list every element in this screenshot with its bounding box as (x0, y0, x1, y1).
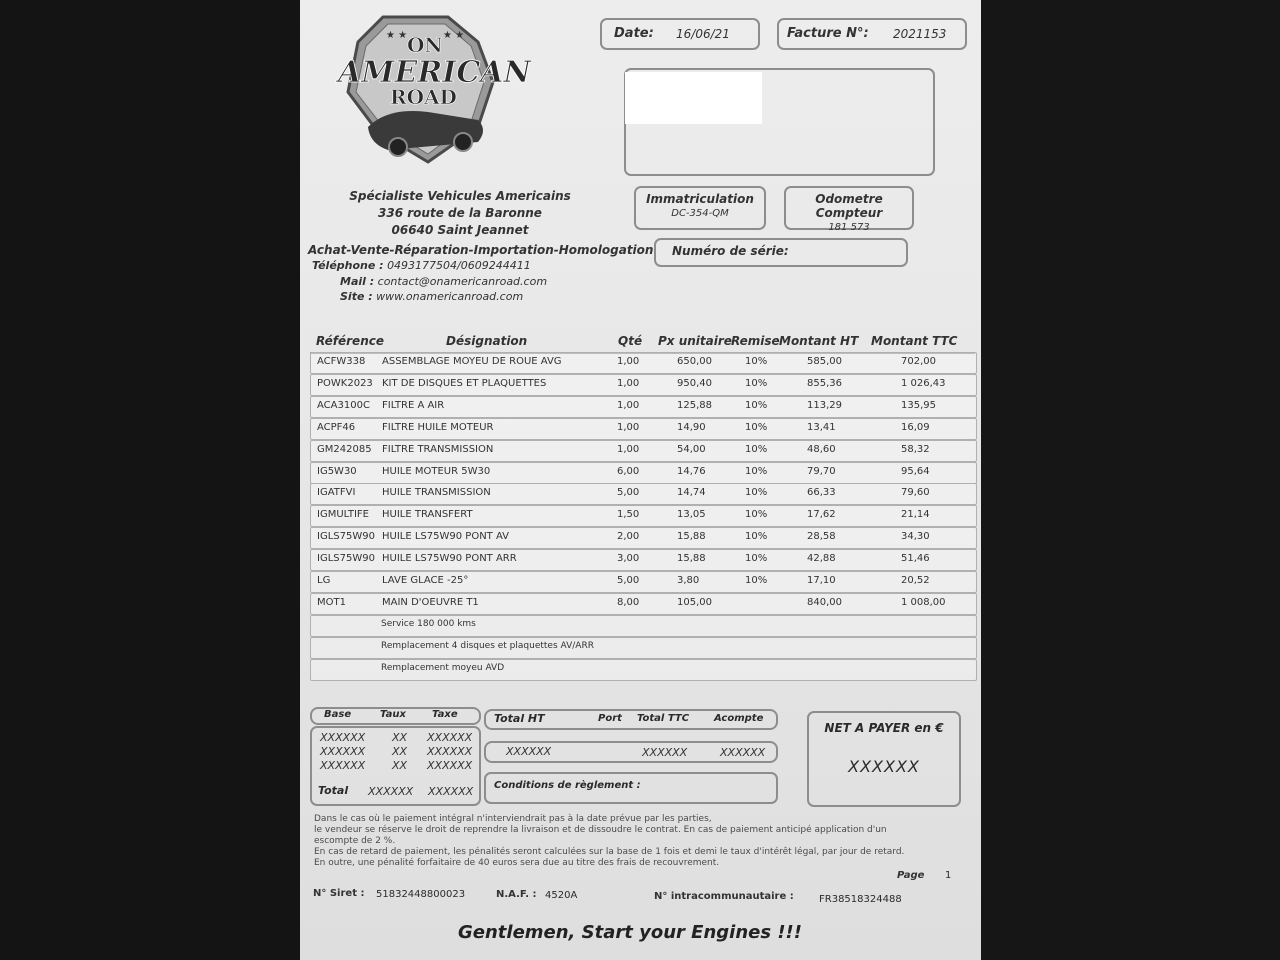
header-unit-price: Px unitaire (658, 334, 732, 348)
invoice-value: 2021153 (893, 27, 947, 41)
table-row (310, 593, 977, 615)
port-label: Port (598, 713, 622, 724)
mail-label: Mail : (340, 275, 375, 288)
net-to-pay-box (807, 711, 961, 807)
table-row (310, 462, 977, 484)
row-discount: 10% (745, 421, 768, 433)
invoice-document (300, 0, 981, 960)
tax-rate-label: Taux (380, 709, 406, 720)
table-row (310, 418, 977, 440)
row-unit-price: 54,00 (677, 443, 706, 455)
intracom-label: N° intracommunautaire : (654, 891, 794, 902)
logo-text-road: ROAD (390, 85, 457, 109)
table-row (310, 505, 977, 527)
note-text: Remplacement 4 disques et plaquettes AV/ARR (381, 641, 594, 651)
mail-line (340, 275, 547, 288)
tax-rate-2: XX (392, 745, 408, 758)
tax-base-label: Base (324, 709, 352, 720)
total-ht-value: XXXXXX (506, 745, 552, 758)
immatriculation-box (634, 186, 766, 230)
tax-details-box (310, 726, 481, 806)
odometer-box (784, 186, 914, 233)
row-unit-price: 125,88 (677, 399, 712, 411)
row-designation: MAIN D'OEUVRE T1 (382, 596, 479, 608)
redacted-customer-name (625, 72, 762, 124)
payment-conditions-label: Conditions de règlement : (494, 780, 641, 791)
row-unit-price: 14,76 (677, 465, 706, 477)
row-unit-price: 14,74 (677, 487, 706, 499)
row-designation: ASSEMBLAGE MOYEU DE ROUE AVG (382, 356, 562, 367)
total-ttc-label: Total TTC (637, 713, 690, 724)
row-discount: 10% (745, 465, 768, 477)
company-name: Spécialiste Vehicules Americains (349, 189, 571, 203)
row-reference: MOT1 (317, 596, 346, 608)
row-reference: POWK2023 (317, 377, 373, 389)
row-designation: LAVE GLACE -25° (382, 575, 469, 586)
row-quantity: 1,00 (617, 377, 640, 389)
row-total-ttc: 1 008,00 (901, 596, 946, 608)
row-quantity: 5,00 (617, 487, 640, 499)
row-total-ttc: 34,30 (901, 531, 930, 543)
row-discount: 10% (745, 377, 768, 389)
row-reference: ACFW338 (317, 356, 366, 367)
table-row (310, 352, 977, 374)
row-total-ht: 13,41 (807, 421, 836, 433)
row-unit-price: 15,88 (677, 553, 706, 565)
row-designation: HUILE LS75W90 PONT ARR (382, 553, 517, 565)
tax-base-3: XXXXXX (320, 759, 366, 772)
phone-line (312, 259, 531, 272)
header-designation: Désignation (446, 334, 528, 348)
row-reference: LG (317, 575, 331, 586)
header-total-ttc: Montant TTC (871, 334, 958, 348)
row-discount: 10% (745, 443, 768, 455)
note-text: Remplacement moyeu AVD (381, 663, 505, 673)
table-row (310, 527, 977, 549)
row-total-ttc: 51,46 (901, 553, 930, 565)
tax-amount-2: XXXXXX (427, 745, 473, 758)
row-quantity: 1,00 (617, 443, 640, 455)
row-total-ht: 113,29 (807, 399, 842, 411)
row-reference: ACPF46 (317, 421, 356, 433)
tax-amount-3: XXXXXX (427, 759, 473, 772)
acompte-label: Acompte (714, 713, 764, 724)
payment-conditions-box (484, 772, 778, 804)
row-total-ttc: 79,60 (901, 487, 930, 499)
company-address-line1: 336 route de la Baronne (378, 206, 542, 220)
site-label: Site : (340, 290, 373, 303)
tax-header-box (310, 707, 481, 725)
footer-slogan: Gentlemen, Start your Engines !!! (458, 922, 802, 943)
row-total-ht: 48,60 (807, 443, 836, 455)
site-line (340, 290, 523, 303)
page-label: Page (897, 870, 925, 881)
siret-value: 51832448800023 (376, 889, 466, 900)
phone-value: 0493177504/0609244411 (387, 259, 531, 272)
row-unit-price: 3,80 (677, 575, 700, 586)
row-total-ttc: 58,32 (901, 443, 930, 455)
table-row (310, 374, 977, 396)
header-quantity: Qté (618, 334, 643, 348)
row-quantity: 1,00 (617, 421, 640, 433)
row-total-ht: 17,62 (807, 509, 836, 521)
tax-base-1: XXXXXX (320, 731, 366, 744)
row-unit-price: 15,88 (677, 531, 706, 543)
mail-value: contact@onamericanroad.com (377, 275, 548, 288)
row-reference: IGMULTIFE (317, 509, 369, 521)
row-total-ttc: 702,00 (901, 356, 936, 367)
tax-base-2: XXXXXX (320, 745, 366, 758)
tax-amount-label: Taxe (432, 709, 458, 720)
row-total-ttc: 16,09 (901, 421, 930, 433)
row-designation: FILTRE TRANSMISSION (382, 443, 494, 455)
note-row (310, 615, 977, 637)
serial-number-label: Numéro de série: (672, 244, 789, 258)
table-row (310, 396, 977, 418)
note-row (310, 659, 977, 681)
intracom-value: FR38518324488 (819, 894, 902, 905)
table-row (310, 483, 977, 505)
header-discount: Remise (731, 334, 780, 348)
row-reference: IG5W30 (317, 465, 357, 477)
row-discount: 10% (745, 399, 768, 411)
row-designation: FILTRE HUILE MOTEUR (382, 421, 494, 433)
net-to-pay-value: XXXXXX (848, 757, 920, 776)
note-text: Service 180 000 kms (381, 619, 476, 629)
table-row (310, 440, 977, 462)
page-number: 1 (945, 870, 952, 881)
tax-rate-1: XX (392, 731, 408, 744)
row-quantity: 2,00 (617, 531, 640, 543)
immatriculation-label: Immatriculation (646, 192, 754, 206)
invoice-number-box (777, 18, 967, 50)
date-label: Date: (614, 26, 654, 41)
row-designation: FILTRE A AIR (382, 399, 445, 411)
header-total-ht: Montant HT (779, 334, 859, 348)
row-quantity: 6,00 (617, 465, 640, 477)
naf-label: N.A.F. : (496, 889, 537, 900)
tax-total-base: XXXXXX (368, 785, 414, 798)
row-discount: 10% (745, 575, 768, 586)
legal-line-4: En outre, une pénalité forfaitaire de 40 euros sera due au titre des frais de recouvrement. (314, 858, 720, 868)
row-unit-price: 14,90 (677, 421, 706, 433)
row-total-ttc: 135,95 (901, 399, 936, 411)
row-total-ttc: 95,64 (901, 465, 930, 477)
row-reference: IGATFVI (317, 487, 356, 499)
row-discount: 10% (745, 553, 768, 565)
table-row (310, 571, 977, 593)
row-designation: HUILE TRANSMISSION (382, 487, 491, 499)
row-designation: HUILE MOTEUR 5W30 (382, 465, 491, 477)
naf-value: 4520A (545, 890, 578, 901)
left-background (0, 0, 300, 960)
acompte-value: XXXXXX (720, 746, 766, 759)
row-total-ht: 585,00 (807, 356, 842, 367)
row-total-ht: 840,00 (807, 596, 842, 608)
company-tagline: Achat-Vente-Réparation-Importation-Homologation (308, 243, 654, 257)
row-total-ht: 66,33 (807, 487, 836, 499)
row-reference: GM242085 (317, 443, 372, 455)
totals-values-box (484, 741, 778, 763)
row-total-ht: 28,58 (807, 531, 836, 543)
totals-header-box (484, 709, 778, 730)
row-quantity: 5,00 (617, 575, 640, 586)
row-discount: 10% (745, 356, 768, 367)
row-unit-price: 650,00 (677, 356, 712, 367)
odometer-value: 181 573 (828, 222, 870, 233)
tax-amount-1: XXXXXX (427, 731, 473, 744)
immatriculation-value: DC-354-QM (671, 208, 729, 219)
row-discount: 10% (745, 509, 768, 521)
row-designation: KIT DE DISQUES ET PLAQUETTES (382, 377, 547, 389)
legal-line-3: En cas de retard de paiement, les pénalités seront calculées sur la base de 1 fois et demi le taux d'intérêt légal, par jour de retard. (314, 847, 905, 857)
row-total-ttc: 20,52 (901, 575, 930, 586)
phone-label: Téléphone : (312, 259, 384, 272)
row-reference: ACA3100C (317, 399, 370, 411)
row-unit-price: 950,40 (677, 377, 712, 389)
logo-text-american: AMERICAN (338, 55, 531, 90)
svg-text:★ ★: ★ ★ (386, 30, 408, 41)
row-quantity: 1,00 (617, 356, 640, 367)
right-background (981, 0, 1280, 960)
row-designation: HUILE LS75W90 PONT AV (382, 531, 510, 543)
row-total-ttc: 1 026,43 (901, 377, 946, 389)
row-quantity: 1,50 (617, 509, 640, 521)
row-total-ht: 79,70 (807, 465, 836, 477)
legal-terms (314, 814, 914, 869)
row-reference: IGLS75W90 (317, 553, 375, 565)
siret-label: N° Siret : (313, 888, 365, 899)
row-discount: 10% (745, 487, 768, 499)
svg-text:★ ★: ★ ★ (443, 30, 465, 41)
site-value: www.onamericanroad.com (376, 290, 524, 303)
total-ttc-value: XXXXXX (642, 746, 688, 759)
row-total-ttc: 21,14 (901, 509, 930, 521)
row-designation: HUILE TRANSFERT (382, 509, 473, 521)
row-discount: 10% (745, 531, 768, 543)
tax-total-label: Total (318, 784, 349, 797)
header-reference: Référence (316, 334, 384, 348)
row-reference: IGLS75W90 (317, 531, 375, 543)
items-table-header (310, 332, 975, 354)
row-quantity: 8,00 (617, 596, 640, 608)
legal-line-1: Dans le cas où le paiement intégral n'interviendrait pas à la date prévue par les parties, (314, 814, 712, 824)
net-to-pay-label: NET A PAYER en € (824, 721, 944, 735)
row-total-ht: 42,88 (807, 553, 836, 565)
tax-rate-3: XX (392, 759, 408, 772)
row-unit-price: 13,05 (677, 509, 706, 521)
company-address-line2: 06640 Saint Jeannet (391, 223, 529, 237)
tax-total-amount: XXXXXX (428, 785, 474, 798)
table-row (310, 549, 977, 571)
row-unit-price: 105,00 (677, 596, 712, 608)
row-quantity: 3,00 (617, 553, 640, 565)
row-quantity: 1,00 (617, 399, 640, 411)
note-row (310, 637, 977, 659)
date-box (600, 18, 760, 50)
odometer-label: Odometre Compteur (815, 192, 883, 220)
row-total-ht: 17,10 (807, 575, 836, 586)
logo-text-on: ON (407, 33, 443, 57)
invoice-label: Facture N°: (787, 26, 869, 41)
date-value: 16/06/21 (676, 27, 730, 41)
serial-number-box (654, 238, 908, 267)
total-ht-label: Total HT (494, 712, 545, 725)
legal-line-2: le vendeur se réserve le droit de reprendre la livraison et de dissoudre le contrat. En cas de paiement anticipé application d'un escompte de 2 %. (314, 825, 887, 846)
company-logo (328, 12, 531, 167)
row-total-ht: 855,36 (807, 377, 842, 389)
